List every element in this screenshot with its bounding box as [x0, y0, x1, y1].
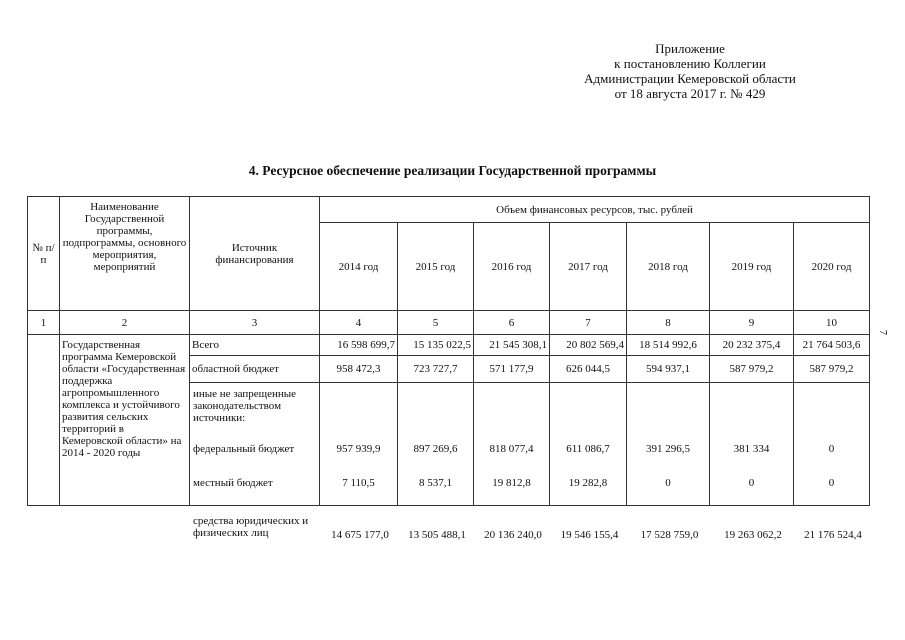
federal-value: 611 086,7	[566, 443, 610, 455]
page-number: 7	[877, 330, 888, 335]
header-num: № п/п	[28, 197, 60, 311]
value-cell: 20 232 375,4	[710, 335, 794, 356]
local-value: 8 537,1	[419, 477, 452, 489]
value-cell: 626 044,5	[550, 356, 627, 383]
legal-value: 17 528 759,0	[640, 529, 699, 541]
resource-table	[27, 196, 870, 506]
table-row-total	[28, 335, 870, 356]
value-cell: 723 727,7	[398, 356, 474, 383]
document-title: 4. Ресурсное обеспечение реализации Государственной программы	[248, 163, 657, 178]
header-row	[28, 197, 870, 223]
header-source: Источник финансирования	[190, 197, 320, 311]
legal-value: 19 546 155,4	[560, 529, 619, 541]
local-value: 19 282,8	[568, 477, 608, 489]
header-year: 2014 год	[320, 223, 398, 311]
program-name-cell: Государственная программа Кемеровской области «Государственная поддержка агропромышленного комплекса и устойчивого развития сельских территорий в Кемеровской области» на 2014 - 2020 годы	[60, 335, 190, 506]
index-cell: 3	[190, 311, 320, 335]
value-cell: 16 598 699,7	[320, 335, 398, 356]
value-stack-cell	[710, 383, 794, 506]
index-cell: 6	[474, 311, 550, 335]
local-value: 0	[748, 477, 755, 489]
value-cell: 21 764 503,6	[794, 335, 870, 356]
source-stack-cell	[190, 383, 320, 506]
header-year: 2019 год	[710, 223, 794, 311]
index-row	[28, 311, 870, 335]
local-value: 0	[665, 477, 671, 489]
source-local-label: местный бюджет	[193, 477, 273, 489]
value-stack-cell	[474, 383, 550, 506]
source-cell: областной бюджет	[190, 356, 320, 383]
source-legal-label: средства юридических и физических лиц	[193, 515, 309, 539]
header-year: 2020 год	[794, 223, 870, 311]
source-federal-label: федеральный бюджет	[193, 443, 295, 455]
value-cell: 587 979,2	[710, 356, 794, 383]
value-cell: 571 177,9	[474, 356, 550, 383]
value-stack-cell	[550, 383, 627, 506]
value-cell: 594 937,1	[627, 356, 710, 383]
header-year: 2018 год	[627, 223, 710, 311]
index-cell: 7	[550, 311, 627, 335]
appendix-line: Администрации Кемеровской области	[584, 71, 796, 86]
legal-entities-line	[27, 507, 869, 563]
index-cell: 2	[60, 311, 190, 335]
index-cell: 1	[28, 311, 60, 335]
value-stack-cell	[794, 383, 870, 506]
index-cell: 4	[320, 311, 398, 335]
legal-value: 19 263 062,2	[724, 529, 782, 541]
index-cell: 8	[627, 311, 710, 335]
row-number-cell	[28, 335, 60, 506]
federal-value: 391 296,5	[646, 443, 690, 455]
federal-value: 0	[828, 443, 835, 455]
appendix-line: от 18 августа 2017 г. № 429	[614, 86, 766, 101]
index-cell: 10	[794, 311, 870, 335]
value-cell: 18 514 992,6	[627, 335, 710, 356]
federal-value: 381 334	[733, 443, 770, 455]
source-other-label: иные не запрещенные законодательством источники:	[193, 388, 297, 424]
header-year: 2017 год	[550, 223, 627, 311]
value-stack-cell	[320, 383, 398, 506]
index-cell: 9	[710, 311, 794, 335]
appendix-line: к постановлению Коллегии	[614, 56, 766, 71]
legal-value: 21 176 524,4	[804, 529, 862, 541]
value-cell: 21 545 308,1	[474, 335, 550, 356]
value-stack-cell	[627, 383, 710, 506]
federal-value: 897 269,6	[413, 443, 458, 455]
header-year: 2016 год	[474, 223, 550, 311]
legal-value: 14 675 177,0	[331, 529, 389, 541]
local-value: 0	[828, 477, 835, 489]
value-cell: 958 472,3	[320, 356, 398, 383]
federal-value: 957 939,9	[336, 443, 381, 455]
value-cell: 20 802 569,4	[550, 335, 627, 356]
local-value: 7 110,5	[342, 477, 375, 489]
value-stack-cell	[398, 383, 474, 506]
legal-value: 13 505 488,1	[408, 529, 466, 541]
value-cell: 587 979,2	[794, 356, 870, 383]
header-year: 2015 год	[398, 223, 474, 311]
appendix-line: Приложение	[655, 41, 725, 56]
legal-value: 20 136 240,0	[484, 529, 542, 541]
local-value: 19 812,8	[492, 477, 531, 489]
header-name: Наименование Государственной программы, подпрограммы, основного мероприятия, мероприятий	[60, 197, 190, 311]
appendix-block	[540, 41, 840, 101]
federal-value: 818 077,4	[489, 443, 534, 455]
value-cell: 15 135 022,5	[398, 335, 474, 356]
header-volume: Объем финансовых ресурсов, тыс. рублей	[320, 197, 870, 223]
index-cell: 5	[398, 311, 474, 335]
source-cell: Всего	[190, 335, 320, 356]
